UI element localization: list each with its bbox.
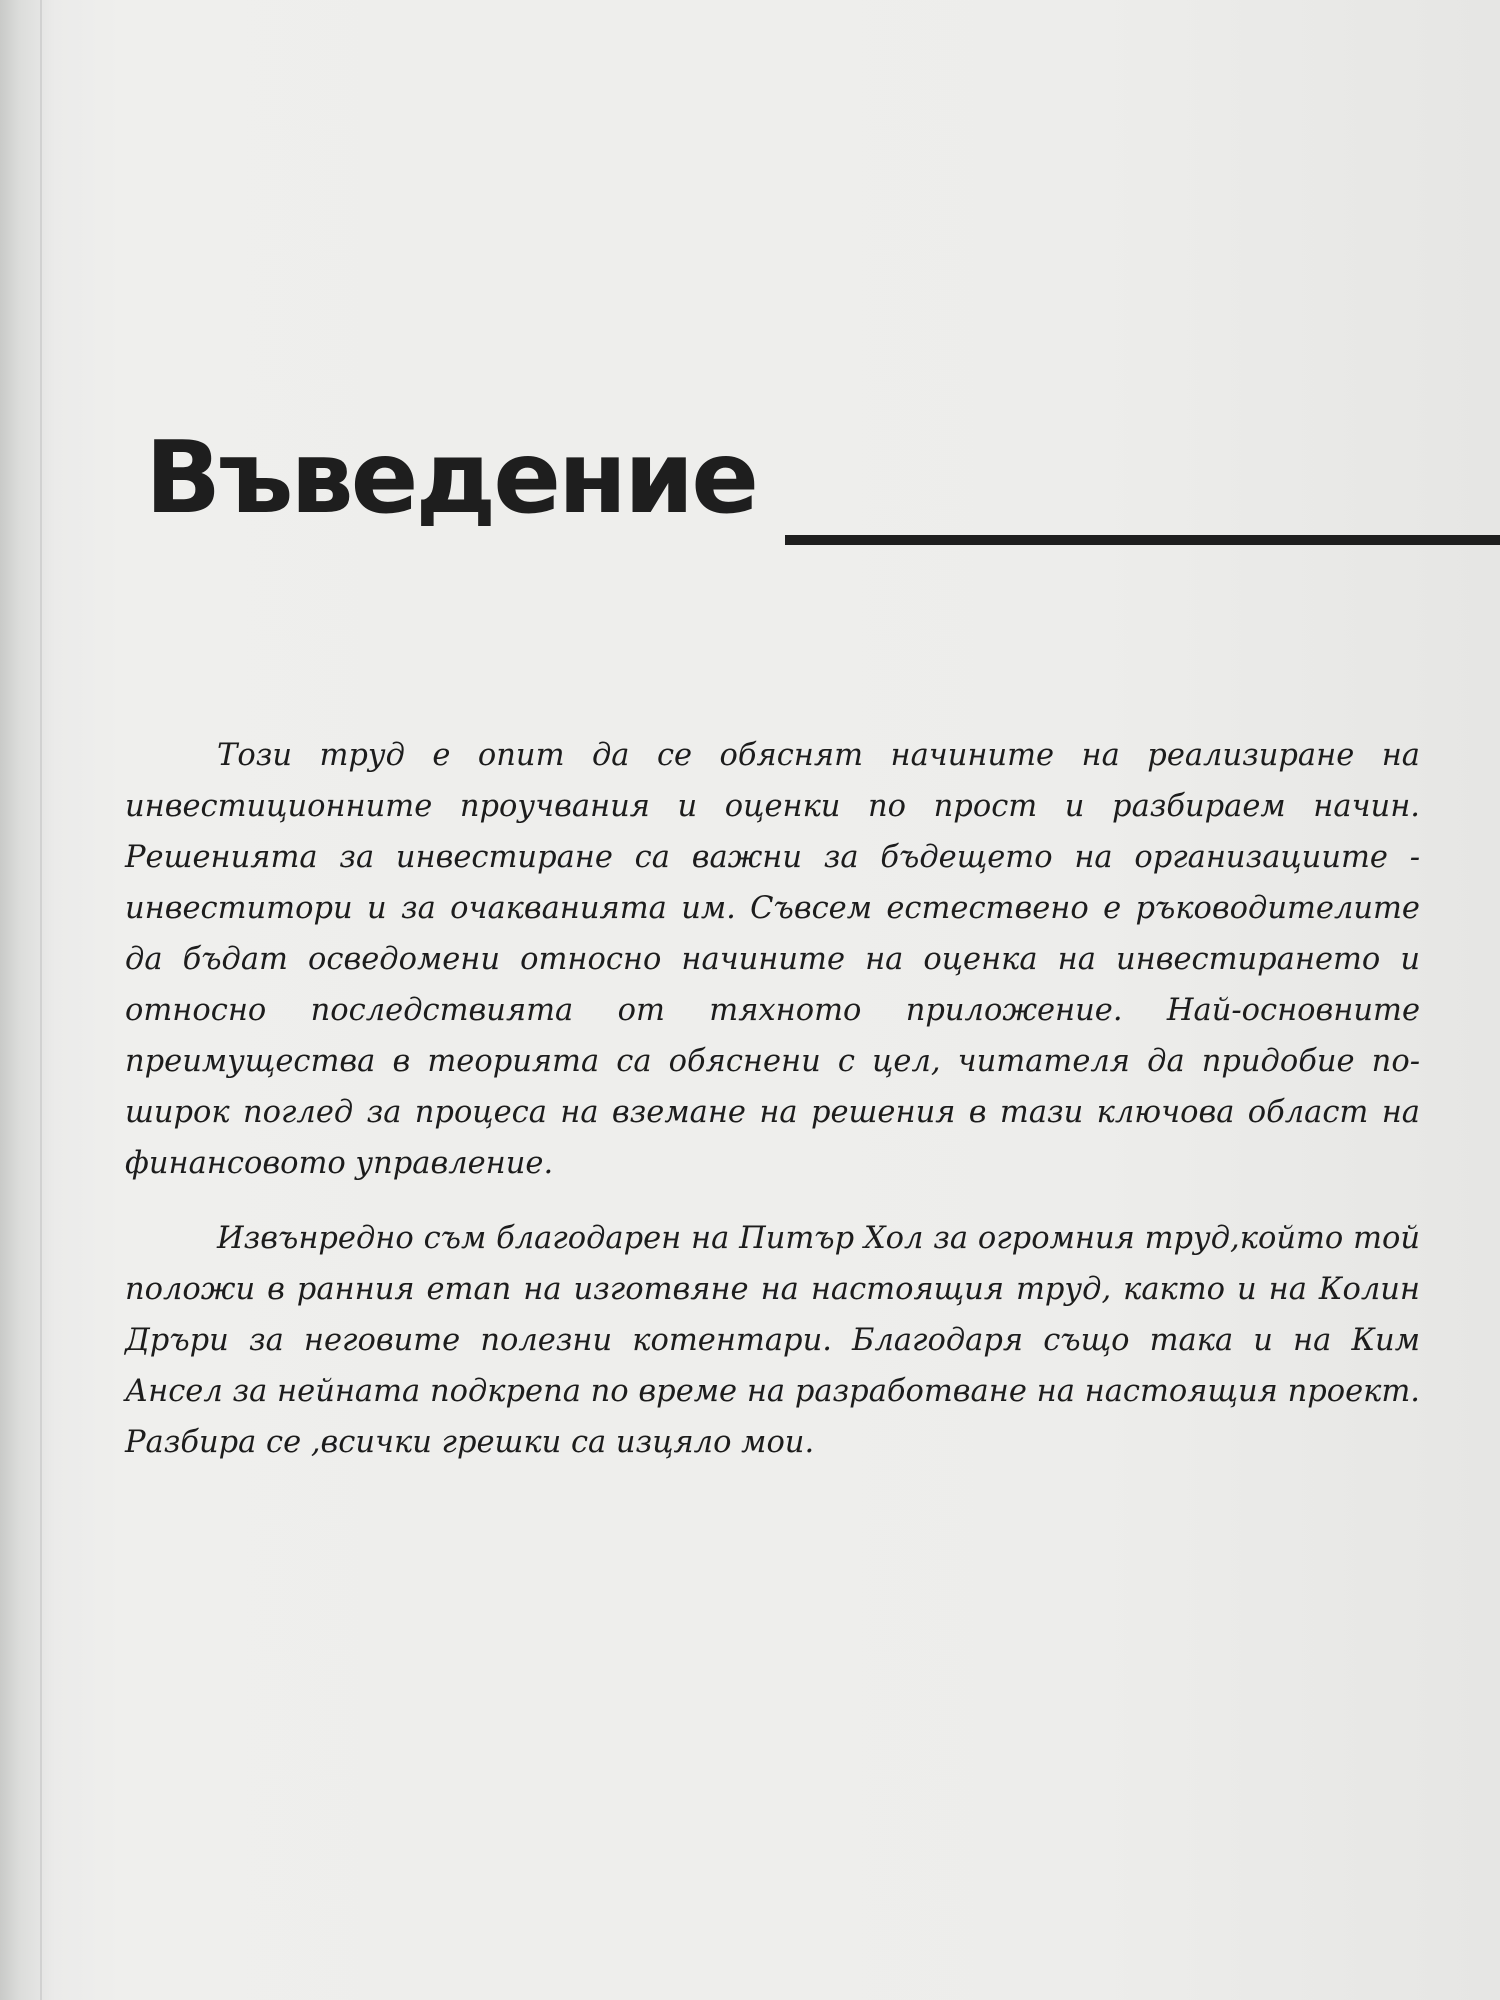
chapter-header: [145, 418, 1420, 568]
page-gutter: [40, 0, 42, 2000]
chapter-title: Въведение: [145, 419, 757, 536]
paragraph-acknowledgements: Извънредно съм благодарен на Питър Хол за огромния труд,който той положи в ранния етап на изготвяне на настоящия труд, както и на Колин Дръри за неговите полезни коmентари. Благодаря също така и на Ким Ансел за нейната подкрепа по време на разработване на настоящия проект. Разбира се ,всички грешки са изцяло мои.: [125, 1221, 1420, 1460]
title-underline-rule: [785, 535, 1500, 545]
paragraph-intro: Този труд е опит да се обяснят начините на реализиране на инвестиционните проучвания и оценки по прост и разбираем начин. Решенията за инвестиране са важни за бъдещето на организациите - инвеститори и за очакванията им. Съвсем естествено е ръководителите да бъдат осведомени относно начините на оценка на инвестирането и относно последствията от тяхното приложение. Най-основните преимущества в теорията са обяснени с цел, читателя да придобие по-широк поглед за процеса на вземане на решения в тази ключова област на финансовото управление.: [125, 738, 1420, 1181]
body-text: [125, 730, 1420, 1492]
